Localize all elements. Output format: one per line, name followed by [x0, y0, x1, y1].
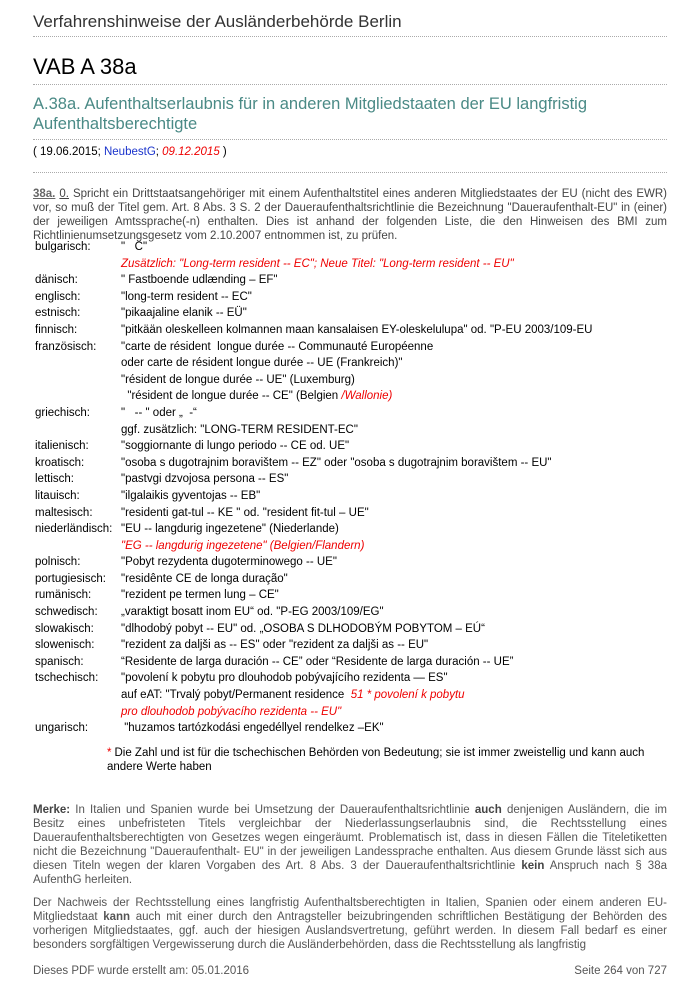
language-row — [33, 720, 592, 737]
language-designation — [121, 521, 592, 538]
language-name — [33, 687, 121, 704]
designation-text: „varaktigt bosatt inom EU“ od. "P-EG 2003/109/EG" — [121, 606, 384, 619]
language-designation — [121, 339, 592, 356]
language-designation — [121, 488, 592, 505]
language-row — [33, 272, 592, 289]
language-row — [33, 322, 592, 339]
designation-text: "ilgalaikis gyventojas -- EB" — [121, 489, 261, 502]
designation-text: " -- " oder „ -“ — [121, 406, 197, 419]
designation-text: "rezident pe termen lung – CE" — [121, 589, 279, 602]
merke-label: Merke: — [33, 804, 71, 816]
designation-text: "pastvgi dzvojosa persona -- ES" — [121, 473, 289, 486]
language-name — [33, 388, 121, 405]
language-name — [33, 422, 121, 439]
language-row — [33, 538, 592, 555]
language-name: slowenisch: — [35, 639, 95, 652]
designation-text: "residênte CE de longa duração" — [121, 572, 288, 585]
language-designation — [121, 305, 592, 322]
paragraph-number: 38a. — [33, 188, 56, 200]
proof-bold: kann — [103, 911, 131, 923]
designation-text: " Fastboende udlænding – EF" — [121, 274, 278, 287]
language-row — [33, 604, 592, 621]
designation-text: “Residente de larga duración -- CE” oder “Residente de larga duración -- UE” — [121, 655, 514, 668]
proof-text-1: Der Nachweis der Rechtsstellung eines langfristig Aufenthaltsberechtigten in Italien, Spanien oder einem anderen EU-Mitgliedstaat — [33, 897, 667, 923]
language-name: finnisch: — [35, 323, 78, 336]
language-name: portugiesisch: — [35, 572, 106, 585]
language-name: slowakisch: — [35, 622, 94, 635]
language-row — [33, 239, 592, 256]
language-name — [33, 355, 121, 372]
language-row — [33, 471, 592, 488]
merke-text-1: In Italien und Spanien wurde bei Umsetzung der Daueraufenthaltsrichtlinie — [75, 804, 470, 816]
designation-addition: 51 * povolení k pobytu — [350, 689, 465, 702]
language-name — [33, 256, 121, 273]
language-designation — [121, 471, 592, 488]
language-row — [33, 305, 592, 322]
designation-text: "EU -- langdurig ingezetene" (Niederlande) — [121, 523, 339, 536]
version-dates: ( 19.06.2015; NeubestG; 09.12.2015 ) — [33, 146, 227, 158]
language-designation — [121, 438, 592, 455]
law-link[interactable]: NeubestG — [103, 146, 156, 158]
designation-text: "huzamos tartózkodási engedéllyel rendelkez –EK" — [121, 722, 384, 735]
language-designation — [121, 587, 592, 604]
language-designation — [121, 455, 592, 472]
date-first: 19.06.2015 — [40, 146, 98, 158]
language-designation — [121, 256, 592, 273]
footnote-star: * — [107, 747, 112, 759]
language-name: dänisch: — [35, 274, 78, 287]
intro-paragraph — [33, 187, 667, 243]
language-row — [33, 388, 592, 405]
language-designation — [121, 405, 592, 422]
language-name: estnisch: — [35, 307, 81, 320]
merke-text-3: Anspruch nach § 38a AufenthG herleiten. — [33, 860, 667, 886]
designation-text: "carte de résident longue durée -- Communauté Européenne — [121, 340, 434, 353]
designation-text: "résident de longue durée -- UE" (Luxemburg) — [121, 373, 355, 386]
language-row — [33, 587, 592, 604]
designation-text: "Pobyt rezydenta dugoterminowego -- UE" — [121, 556, 337, 569]
language-designation — [121, 272, 592, 289]
designation-addition: /Wallonie) — [341, 390, 393, 403]
subparagraph-number: 0. — [59, 188, 69, 200]
language-designation — [121, 654, 592, 671]
header-divider — [33, 36, 667, 37]
site-header-title: Verfahrenshinweise der Ausländerbehörde Berlin — [33, 12, 402, 31]
designation-text: "povolení k pobytu pro dlouhodob pobývajícího rezidenta — ES" — [121, 672, 448, 685]
intro-text: Spricht ein Drittstaatsangehöriger mit einem Aufenthaltstitel eines anderen Mitgliedstaates der EU (nicht des EWR) vor, so muß der Titel gem. Art. 8 Abs. 3 S. 2 der Daueraufenthaltsrichtlinie die Bezeichnung "Daueraufenthalt-EU" in (einer) der jeweiligen Amtssprache(-n) enthalten. Dies ist anhand der folgenden Liste, die den Hinweisen des BMI zum Richtlinienumsetzungsgesetz vom 2.10.2007 entnommen ist, zu prüfen. — [33, 188, 667, 242]
language-name: ungarisch: — [35, 722, 89, 735]
language-name: niederländisch: — [35, 523, 113, 536]
designation-text: ggf. zusätzlich: "LONG-TERM RESIDENT-EC" — [121, 423, 358, 436]
designation-text: "osoba s dugotrajnim boravištem -- EZ" oder "osoba s dugotrajnim boravištem -- EU" — [121, 456, 552, 469]
language-row — [33, 455, 592, 472]
language-row — [33, 621, 592, 638]
dates-divider — [33, 172, 667, 173]
language-name: polnisch: — [35, 556, 81, 569]
code-divider — [33, 84, 667, 85]
language-row — [33, 654, 592, 671]
language-name: kroatisch: — [35, 456, 85, 469]
language-designation — [121, 289, 592, 306]
designation-text: "soggiornante di lungo periodo -- CE od. UE" — [121, 440, 350, 453]
language-designation — [121, 571, 592, 588]
designation-text: " C" — [121, 241, 148, 253]
date-second: 09.12.2015 — [162, 146, 220, 158]
language-name — [33, 704, 121, 721]
language-row — [33, 422, 592, 439]
language-name: litauisch: — [35, 489, 80, 502]
language-designation — [121, 322, 592, 339]
language-row — [33, 554, 592, 571]
designation-text: "long-term resident -- EC" — [121, 290, 252, 303]
language-row — [33, 704, 592, 721]
designation-text: Zusätzlich: "Long-term resident -- EC"; Neue Titel: "Long-term resident -- EU" — [121, 257, 514, 270]
language-designation — [121, 388, 592, 405]
merke-text-2: denjenigen Ausländern, die im Besitz eines unbefristeten Titels vergleichbar der Niederlassungserlaubnis sind, die Rechtsstellung eines Daueraufenthaltsberechtigten von Gesetzes wegen eingeräumt. Problematisch ist, dass in diesen Fällen die Titeletiketten nicht die Bezeichnung "Daueraufenthalt- EU" in der jeweiligen Landessprache enthalten. Aus diesem Grunde lässt sich aus diesen Titeln wegen der klaren Vorgaben des Art. 8 Abs. 3 der Daueraufenthaltsrichtlinie — [33, 804, 668, 872]
language-name: englisch: — [35, 290, 81, 303]
footnote — [107, 746, 667, 774]
language-name: griechisch: — [35, 406, 90, 419]
language-designation — [121, 355, 592, 372]
language-designation — [121, 621, 592, 638]
language-row — [33, 405, 592, 422]
designation-text: "EG -- langdurig ingezetene" (Belgien/Flandern) — [121, 539, 365, 552]
language-row — [33, 339, 592, 356]
footnote-text: Die Zahl und ist für die tschechischen Behörden von Bedeutung; sie ist immer zweistellig und kann auch andere Werte haben — [107, 747, 645, 773]
language-row — [33, 571, 592, 588]
section-title: A.38a. Aufenthaltserlaubnis für in anderen Mitgliedstaaten der EU langfristig Aufenthaltsberechtigte — [33, 95, 587, 133]
title-divider — [33, 139, 667, 140]
document-code: VAB A 38a — [33, 54, 137, 79]
language-name: maltesisch: — [35, 506, 93, 519]
language-name: französisch: — [35, 340, 97, 353]
language-row — [33, 289, 592, 306]
language-designation — [121, 720, 592, 737]
language-row — [33, 355, 592, 372]
merke-bold-1: auch — [474, 804, 502, 816]
language-designation — [121, 538, 592, 555]
language-designation — [121, 505, 592, 522]
designation-text: "rezident za daljši as -- ES" oder "rezident za daljši as -- EU" — [121, 639, 429, 652]
language-name: tschechisch: — [35, 672, 99, 685]
language-name — [33, 538, 121, 555]
designation-text: "residenti gat-tul -- KE " od. "resident fit-tul – UE" — [121, 506, 369, 519]
language-designation — [121, 239, 592, 256]
language-name: italienisch: — [35, 440, 89, 453]
merke-bold-2: kein — [521, 860, 545, 872]
language-designation — [121, 422, 592, 439]
language-name — [33, 372, 121, 389]
language-row — [33, 687, 592, 704]
designation-text: pro dlouhodob pobývacího rezidenta -- EU" — [121, 705, 342, 718]
proof-text-2: auch mit einer durch den Antragsteller beizubringenden schriftlichen Bestätigung der Behörden des vorherigen Mitgliedstaates, ggf. auch der hiesigen Auslandsvertretung, geführt werden. In diesem Fall bedarf es einer besonders sorgfältigen Vergewisserung durch die Ausländerbehörden, dass die Rechtsstellung als langfristig — [33, 911, 667, 951]
language-name: spanisch: — [35, 655, 84, 668]
language-row — [33, 505, 592, 522]
language-name: rumänisch: — [35, 589, 92, 602]
language-row — [33, 438, 592, 455]
footer-created: Dieses PDF wurde erstellt am: 05.01.2016 — [33, 965, 250, 977]
language-designation — [121, 687, 592, 704]
language-designation — [121, 637, 592, 654]
language-name: lettisch: — [35, 473, 74, 486]
language-row — [33, 372, 592, 389]
footer-page-number: Seite 264 von 727 — [574, 965, 667, 977]
language-row — [33, 637, 592, 654]
designation-text: "pitkään oleskelleen kolmannen maan kansalaisen EY-oleskelulupa" od. "P-EU 2003/109-EU — [121, 323, 593, 336]
designation-text: "pikaajaline elanik -- EÜ" — [121, 307, 247, 320]
designation-text: "résident de longue durée -- CE" (Belgien — [121, 390, 342, 403]
designation-text: "dlhodobý pobyt -- EU" od. „OSOBA S DLHODOBÝM POBYTOM – EÚ“ — [121, 622, 485, 635]
language-designation — [121, 554, 592, 571]
language-name: schwedisch: — [35, 606, 98, 619]
language-row — [33, 488, 592, 505]
language-table — [33, 239, 592, 737]
merke-paragraph — [33, 803, 667, 887]
language-designation — [121, 670, 592, 687]
designation-text: oder carte de résident longue durée -- UE (Frankreich)" — [121, 357, 403, 370]
designation-text: auf eAT: "Trvalý pobyt/Permanent residence — [121, 689, 351, 702]
language-row — [33, 670, 592, 687]
language-row — [33, 521, 592, 538]
language-designation — [121, 604, 592, 621]
language-name: bulgarisch: — [35, 241, 91, 253]
proof-paragraph — [33, 896, 667, 952]
language-designation — [121, 372, 592, 389]
language-row — [33, 256, 592, 273]
language-designation — [121, 704, 592, 721]
